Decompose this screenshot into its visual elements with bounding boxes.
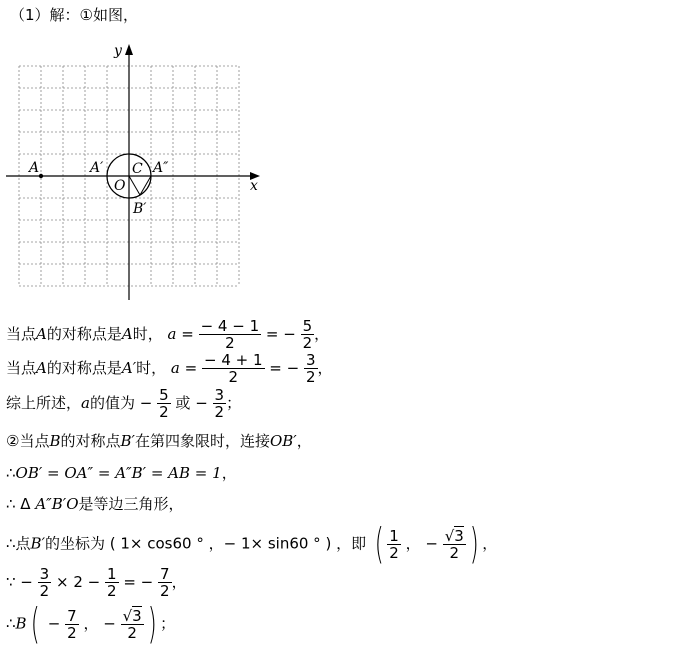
- fraction: [65, 608, 79, 641]
- numerator: √3: [122, 606, 142, 625]
- punct: ，: [171, 573, 187, 591]
- fraction: [158, 566, 172, 599]
- text: 的对称点: [60, 432, 121, 450]
- numerator: 3: [39, 565, 50, 583]
- fraction: [301, 318, 315, 351]
- label-a-prime: A′: [90, 160, 104, 176]
- text: 的坐标为 ( 1× cos60 ° ，− 1× sin60 ° ) ，即: [44, 534, 367, 553]
- paren-right: ): [147, 599, 157, 648]
- var-a: A: [121, 325, 133, 343]
- text: 的对称点是: [46, 325, 122, 343]
- line-4: [6, 430, 312, 451]
- punct: ，: [482, 534, 498, 553]
- fraction: [199, 318, 262, 351]
- triangle-name: A″B′O: [35, 495, 79, 513]
- equation: OB′ = OA″ = A″B′ = AB = 1: [15, 464, 222, 482]
- numerator: − 4 − 1: [200, 317, 260, 335]
- paren-left: (: [30, 599, 40, 648]
- numerator: 5: [302, 317, 313, 335]
- text: 当点: [6, 359, 37, 377]
- numerator: 5: [159, 386, 169, 404]
- var-a-lower: a: [170, 359, 180, 377]
- equals: = −: [123, 573, 154, 591]
- numerator: − 4 + 1: [203, 351, 263, 369]
- var-a: A: [36, 325, 47, 343]
- denominator: 2: [302, 334, 313, 352]
- label-a: A: [29, 160, 40, 176]
- minus: −: [47, 614, 61, 633]
- denominator: 2: [67, 623, 77, 642]
- text: 综上所述，: [6, 394, 82, 412]
- text: 的对称点是: [46, 359, 122, 377]
- numerator: 1: [389, 526, 399, 545]
- denominator: 2: [228, 368, 239, 386]
- punct: ；: [160, 614, 176, 633]
- text: 时，: [136, 359, 167, 377]
- var-b-prime: B′: [30, 534, 45, 553]
- punct: ，: [221, 464, 237, 482]
- fraction: [213, 387, 227, 420]
- text: 的值为 −: [89, 394, 153, 412]
- label-x: x: [250, 178, 258, 194]
- therefore-symbol: ∴: [6, 614, 16, 633]
- denominator: 2: [39, 582, 50, 600]
- punct: ，: [296, 432, 312, 450]
- line-9: [6, 599, 176, 648]
- text: × 2 −: [56, 573, 101, 591]
- var-b: B: [49, 432, 61, 450]
- denominator: 2: [305, 368, 316, 386]
- label-b-prime: B′: [133, 201, 147, 217]
- radicand: 3: [132, 606, 142, 625]
- point-a: [39, 174, 43, 178]
- denominator: 2: [107, 582, 117, 600]
- fraction: [443, 528, 466, 561]
- equals: = −: [265, 325, 296, 343]
- coordinate-diagram: [0, 38, 270, 303]
- line-6: [6, 493, 184, 514]
- denominator: 2: [214, 403, 225, 421]
- denominator: 2: [449, 543, 460, 562]
- numerator: 7: [67, 606, 77, 625]
- separator: ， −: [405, 534, 438, 553]
- fraction: [387, 528, 401, 561]
- radicand: 3: [454, 526, 464, 545]
- numerator: √3: [444, 526, 464, 545]
- line-3: [6, 387, 241, 420]
- var-a-prime: A′: [121, 359, 137, 377]
- y-axis-arrow: [125, 44, 133, 55]
- solution-header: （1）解：①如图，: [10, 6, 138, 24]
- text: 在第四象限时，连接: [134, 432, 270, 450]
- because-symbol: ∵ −: [6, 573, 33, 591]
- punct: ，: [317, 359, 333, 377]
- punct: ，: [314, 325, 330, 343]
- separator: ， −: [83, 614, 116, 633]
- line-7: [6, 519, 498, 568]
- numerator: 1: [107, 565, 117, 583]
- denominator: 2: [225, 334, 235, 352]
- line-5: [6, 462, 237, 483]
- punct: ；: [226, 394, 242, 412]
- fraction: [202, 352, 265, 385]
- therefore-symbol: ∴: [6, 464, 16, 482]
- paren-left: (: [374, 519, 384, 568]
- denominator: 2: [389, 543, 399, 562]
- line-2: 当点A的对称点是A′时， a = $\frac{- 4 + 1}{2}$ = − $\frac{3}{2}$ ，: [6, 351, 333, 386]
- text: 当点: [6, 325, 37, 343]
- denominator: 2: [159, 403, 169, 421]
- fraction: [304, 352, 318, 385]
- denominator: 2: [160, 582, 170, 600]
- var-a: A: [36, 359, 47, 377]
- paren-right: ): [469, 519, 479, 568]
- numerator: 7: [160, 565, 170, 583]
- therefore-symbol: ∴ Δ: [6, 495, 36, 513]
- text: 时，: [132, 325, 163, 343]
- text: ②当点: [6, 432, 50, 450]
- fraction: [105, 566, 119, 599]
- numerator: 3: [214, 386, 225, 404]
- var-b: B: [15, 614, 27, 633]
- var-a-lower: a: [167, 325, 177, 343]
- var-ob-prime: OB′: [269, 432, 297, 450]
- text: 是等边三角形，: [78, 495, 184, 513]
- label-y: y: [114, 43, 122, 59]
- label-c: C: [132, 161, 143, 177]
- line-8: [6, 566, 187, 599]
- line-1: 当点A的对称点是A时， a = $\frac{- 4 - 1}{2}$ = − $\frac{5}{2}$ ，: [6, 317, 330, 352]
- numerator: 3: [305, 351, 316, 369]
- label-a-double-prime: A″: [153, 160, 169, 176]
- equals: = −: [269, 359, 300, 377]
- var-b-prime: B′: [120, 432, 135, 450]
- label-o: O: [114, 178, 126, 194]
- denominator: 2: [127, 623, 137, 642]
- var-a-lower: a: [81, 394, 90, 412]
- text: 或 −: [175, 394, 208, 412]
- fraction: [38, 566, 52, 599]
- therefore-symbol: ∴点: [6, 534, 31, 553]
- fraction: [157, 387, 171, 420]
- fraction: [121, 608, 144, 641]
- segment-ob: [129, 176, 140, 195]
